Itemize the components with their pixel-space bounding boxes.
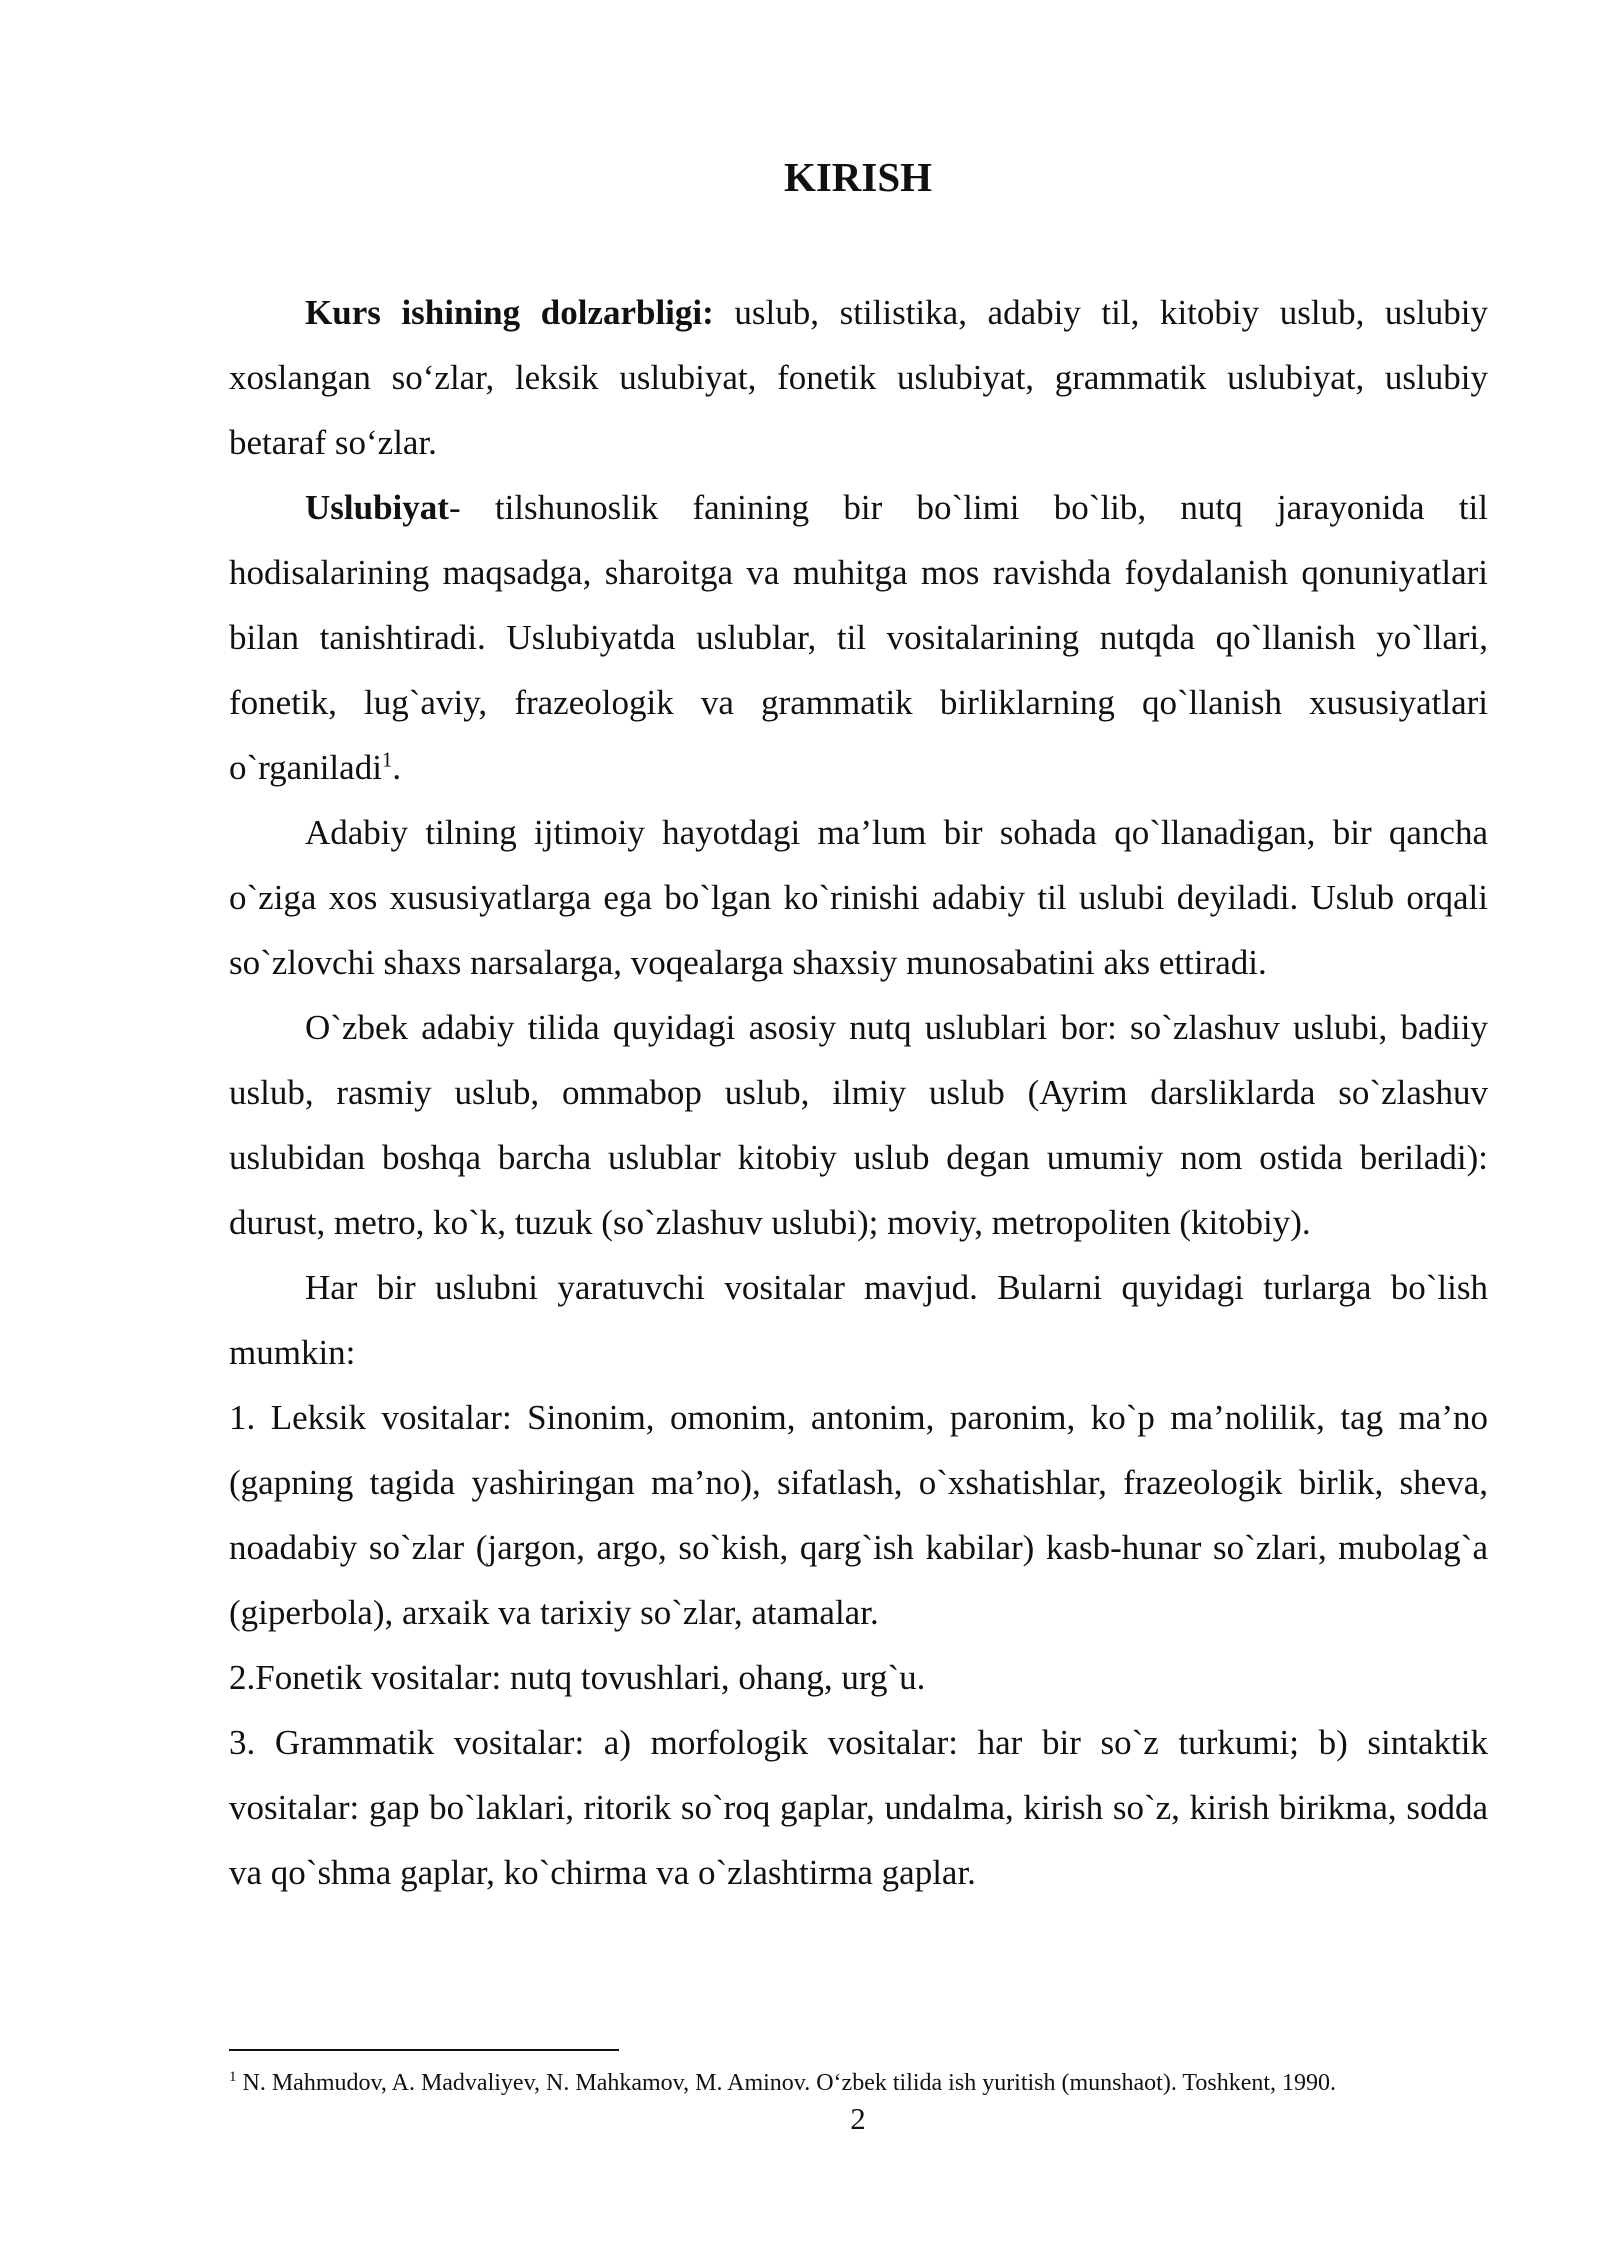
list-item-grammatical: 3. Grammatik vositalar: a) morfologik vositalar: har bir so`z turkumi; b) sintaktik vositalar: gap bo`laklari, ritorik so`roq gaplar, undalma, kirish so`z, kirish birikma, sodda va qo`shma gaplar, ko`chirma va o`zlashtirma gaplar.	[229, 1723, 1488, 1892]
paragraph-literary-style: Adabiy tilning ijtimoiy hayotdagi ma’lum bir sohada qo`llanadigan, bir qancha o`ziga xos xususiyatlarga ega bo`lgan ko`rinishi adabiy til uslubi deyiladi. Uslub orqali so`zlovchi shaxs narsalarga, voqealarga shaxsiy munosabatini aks ettiradi.	[229, 813, 1488, 982]
footnote-separator	[229, 2049, 619, 2051]
footnote-number: 1	[229, 2069, 237, 2085]
relevance-text: uslub, stilistika, adabiy til, kitobiy uslub, uslubiy xoslangan so‘zlar, leksik uslubiyat, fonetik uslubiyat, grammatik uslubiyat, uslubiy betaraf so‘zlar.	[229, 293, 1488, 462]
stylistics-term: Uslubiyat	[305, 488, 449, 527]
list-item-phonetic: 2.Fonetik vositalar: nutq tovushlari, ohang, urg`u.	[229, 1658, 926, 1697]
paragraph-stylistics	[229, 475, 1488, 800]
relevance-label: Kurs ishining dolzarbligi:	[305, 293, 714, 332]
stylistics-end: .	[392, 748, 402, 787]
list-item-lexical: 1. Leksik vositalar: Sinonim, omonim, antonim, paronim, ko`p ma’nolilik, tag ma’no (gapning tagida yashiringan ma’no), sifatlash, o`xshatishlar, frazeologik birlik, sheva, noadabiy so`zlar (jargon, argo, so`kish, qarg`ish kabilar) kasb-hunar so`zlari, mubolag`a (giperbola), arxaik va tarixiy so`zlar, atamalar.	[229, 1398, 1488, 1632]
footnote-reference[interactable]: 1	[381, 747, 393, 772]
paragraph-relevance	[229, 280, 1488, 475]
footnote	[229, 2065, 1529, 2101]
paragraph-speech-styles: O`zbek adabiy tilida quyidagi asosiy nutq uslublari bor: so`zlashuv uslubi, badiiy uslub, rasmiy uslub, ommabop uslub, ilmiy uslub (Ayrim darsliklarda so`zlashuv uslubidan boshqa barcha uslublar kitobiy uslub degan umumiy nom ostida beriladi): durust, metro, ko`k, tuzuk (so`zlashuv uslubi); moviy, metropoliten (kitobiy).	[229, 1008, 1488, 1242]
paragraph-style-means: Har bir uslubni yaratuvchi vositalar mavjud. Bularni quyidagi turlarga bo`lish mumkin:	[229, 1268, 1488, 1372]
body-text	[229, 280, 1488, 1905]
footnote-text: N. Mahmudov, A. Madvaliyev, N. Mahkamov, M. Aminov. O‘zbek tilida ish yuritish (munshaot). Toshkent, 1990.	[236, 2070, 1337, 2096]
stylistics-definition: - tilshunoslik fanining bir bo`limi bo`lib, nutq jarayonida til hodisalarining maqsadga, sharoitga va muhitga mos ravishda foydalanish qonuniyatlari bilan tanishtiradi. Uslubiyatda uslublar, til vositalarining nutqda qo`llanish yo`llari, fonetik, lug`aviy, frazeologik va grammatik birliklarning qo`llanish xususiyatlari o`rganiladi	[229, 488, 1488, 787]
page-title: KIRISH	[783, 154, 933, 200]
page-number: 2	[850, 2101, 866, 2136]
